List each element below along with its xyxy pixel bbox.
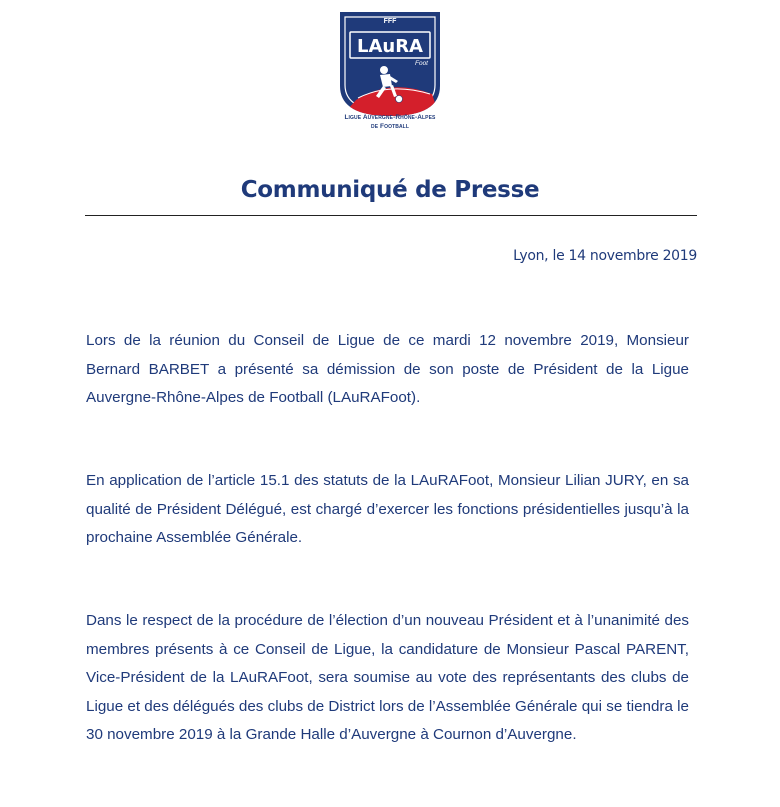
title-divider (85, 215, 697, 216)
shield-emblem-icon (336, 8, 444, 118)
page-title: Communiqué de Presse (240, 177, 540, 203)
league-name (300, 113, 480, 131)
logo-fff-text: FFF (383, 18, 397, 25)
logo-brand-text: LAuRA (356, 36, 424, 57)
league-name-line-1: Ligue Auvergne-Rhône-Alpes (344, 114, 436, 121)
paragraph-resignation: Lors de la réunion du Conseil de Ligue de ce mardi 12 novembre 2019, Monsieur Bernard BARBET a présenté sa démission de son poste de Président de la Ligue Auvergne-Rhône-Alpes de Football (LAuRAFoot). (86, 332, 689, 406)
paragraph-candidacy: Dans le respect de la procédure de l’élection d’un nouveau Président et à l’unanimité des membres présents à ce Conseil de Ligue, la candidature de Monsieur Pascal PARENT, Vice-Président de la LAuRAFoot, sera soumise au vote des représentants des clubs de Ligue et des délégués des clubs de District lors de l’Assemblée Générale qui se tiendra le 30 novembre 2019 à la Grande Halle d’Auvergne à Cournon d’Auvergne. (86, 612, 689, 743)
league-name-line-2: de Football (371, 123, 409, 130)
dateline: Lyon, le 14 novembre 2019 (513, 248, 697, 264)
paragraph-interim-president: En application de l’article 15.1 des statuts de la LAuRAFoot, Monsieur Lilian JURY, en sa qualité de Président Délégué, est chargé d’exercer les fonctions présidentielles jusqu’à la prochaine Assemblée Générale. (86, 472, 689, 546)
logo-sub-text: Foot (414, 60, 428, 67)
